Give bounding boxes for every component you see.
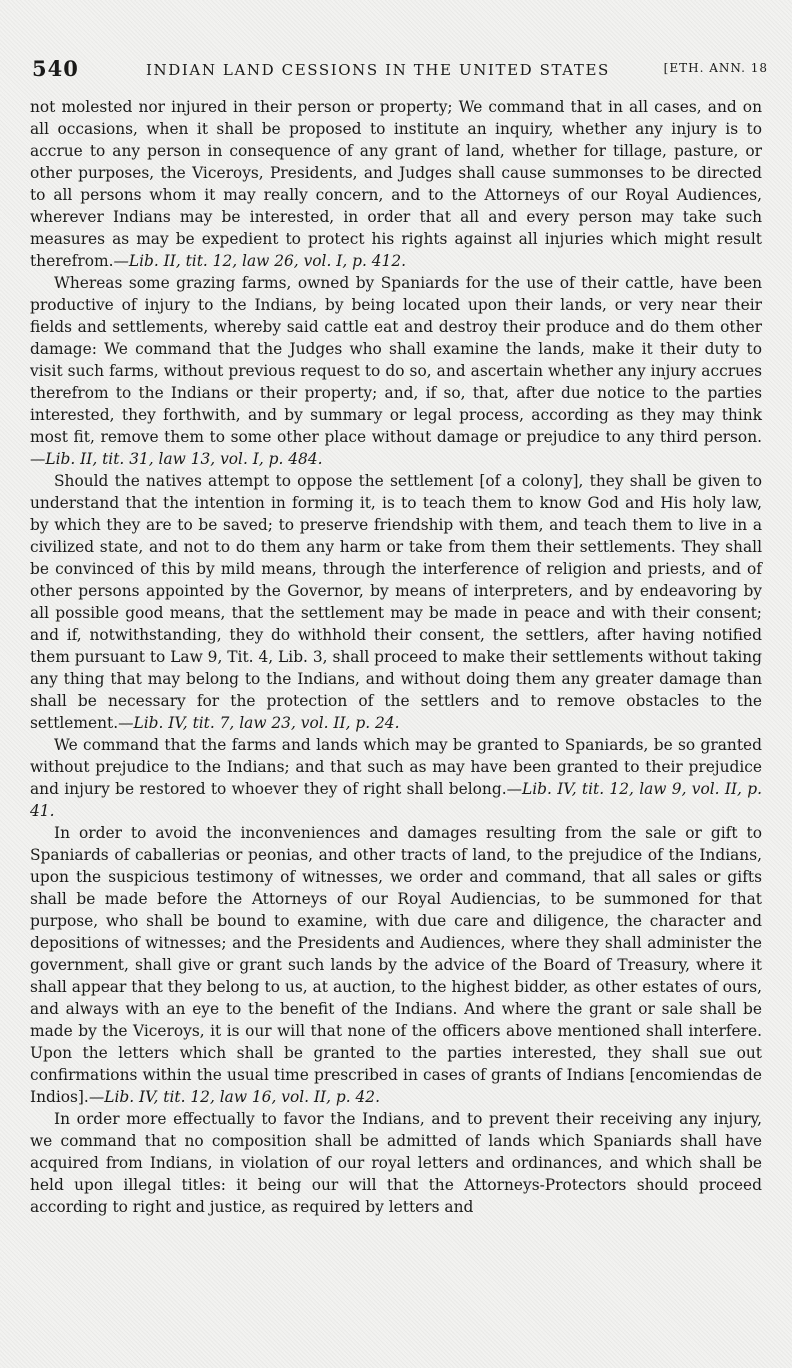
paragraph-text: We command that the farms and lands which may be granted to Spaniards, be so granted without prejudice to the Indians; and that such as may have been granted to their prejudice and injury be restored to whoever they of right shall belong.: [30, 736, 762, 798]
paragraph-citation: —Lib. IV, tit. 12, law 16, vol. II, p. 42.: [88, 1088, 380, 1106]
report-reference: [ETH. ANN. 18: [663, 61, 768, 75]
paragraph-citation: —Lib. II, tit. 12, law 26, vol. I, p. 412.: [113, 252, 407, 270]
paragraph: [30, 470, 762, 734]
paragraph-text: In order more effectually to favor the Indians, and to prevent their receiving any injury, we command that no composition shall be admitted of lands which Spaniards shall have acquired from Indians, in violation of our royal letters and ordinances, and which shall be held upon illegal titles: it being our will that the Attorneys-Protectors should proceed according to right and justice, as required by letters and: [30, 1110, 762, 1216]
page-number: 540: [32, 56, 79, 81]
paragraph-citation: —Lib. IV, tit. 12, law 9, vol. II, p. 41.: [30, 780, 763, 820]
paragraph-citation: —Lib. II, tit. 31, law 13, vol. I, p. 484.: [30, 450, 323, 468]
running-head: INDIAN LAND CESSIONS IN THE UNITED STATES: [146, 61, 610, 79]
paragraph: [30, 96, 762, 272]
paragraph: [30, 734, 762, 822]
paragraph-text: not molested nor injured in their person or property; We command that in all cases, and on all occasions, when it shall be proposed to institute an inquiry, whether any injury is to accrue to any person in consequence of any grant of land, whether for tillage, pasture, or other purposes, the Viceroys, Presidents, and Judges shall cause summonses to be directed to all persons whom it may really concern, and to the Attorneys of our Royal Audiences, wherever Indians may be interested, in order that all and every person may take such measures as may be expedient to protect his rights against all injuries which might result therefrom.: [30, 98, 762, 270]
page-header: [32, 56, 768, 82]
paragraph-text: Whereas some grazing farms, owned by Spaniards for the use of their cattle, have been productive of injury to the Indians, by being located upon their lands, or very near their fields and settlements, whereby said cattle eat and destroy their produce and do them other damage: We command that the Judges who shall examine the lands, make it their duty to visit such farms, without previous request to do so, and ascertain whether any injury accrues therefrom to the Indians or their property; and, if so, that, after due notice to the parties interested, they forthwith, and by summary or legal process, according as they may think most fit, remove them to some other place without damage or prejudice to any third person.: [30, 274, 762, 446]
page-body: [30, 96, 762, 1218]
paragraph-citation: —Lib. IV, tit. 7, law 23, vol. II, p. 24.: [118, 714, 400, 732]
paragraph: [30, 822, 762, 1108]
paragraph-text: In order to avoid the inconveniences and damages resulting from the sale or gift to Spaniards of caballerias or peonias, and other tracts of land, to the prejudice of the Indians, upon the suspicious testimony of witnesses, we order and command, that all sales or gifts shall be made before the Attorneys of our Royal Audiencias, to be summoned for that purpose, who shall be bound to examine, with due care and diligence, the character and depositions of witnesses; and the Presidents and Audiences, where they shall administer the government, shall give or grant such lands by the advice of the Board of Treasury, where it shall appear that they belong to us, at auction, to the highest bidder, as other estates of ours, and always with an eye to the benefit of the Indians. And where the grant or sale shall be made by the Viceroys, it is our will that none of the officers above mentioned shall interfere. Upon the letters which shall be granted to the parties interested, they shall sue out confirmations within the usual time prescribed in cases of grants of Indians [encomiendas de Indios].: [30, 824, 762, 1106]
paragraph-text: Should the natives attempt to oppose the settlement [of a colony], they shall be given to understand that the intention in forming it, is to teach them to know God and His holy law, by which they are to be saved; to preserve friendship with them, and teach them to live in a civilized state, and not to do them any harm or take from them their settlements. They shall be convinced of this by mild means, through the interference of religion and priests, and of other persons appointed by the Governor, by means of interpreters, and by endeavoring by all possible good means, that the settlement may be made in peace and with their consent; and if, notwithstanding, they do withhold their consent, the settlers, after having notified them pursuant to Law 9, Tit. 4, Lib. 3, shall proceed to make their settlements without taking any thing that may belong to the Indians, and without doing them any greater damage than shall be necessary for the protection of the settlers and to remove obstacles to the settlement.: [30, 472, 762, 732]
paragraph: [30, 272, 762, 470]
paragraph: [30, 1108, 762, 1218]
